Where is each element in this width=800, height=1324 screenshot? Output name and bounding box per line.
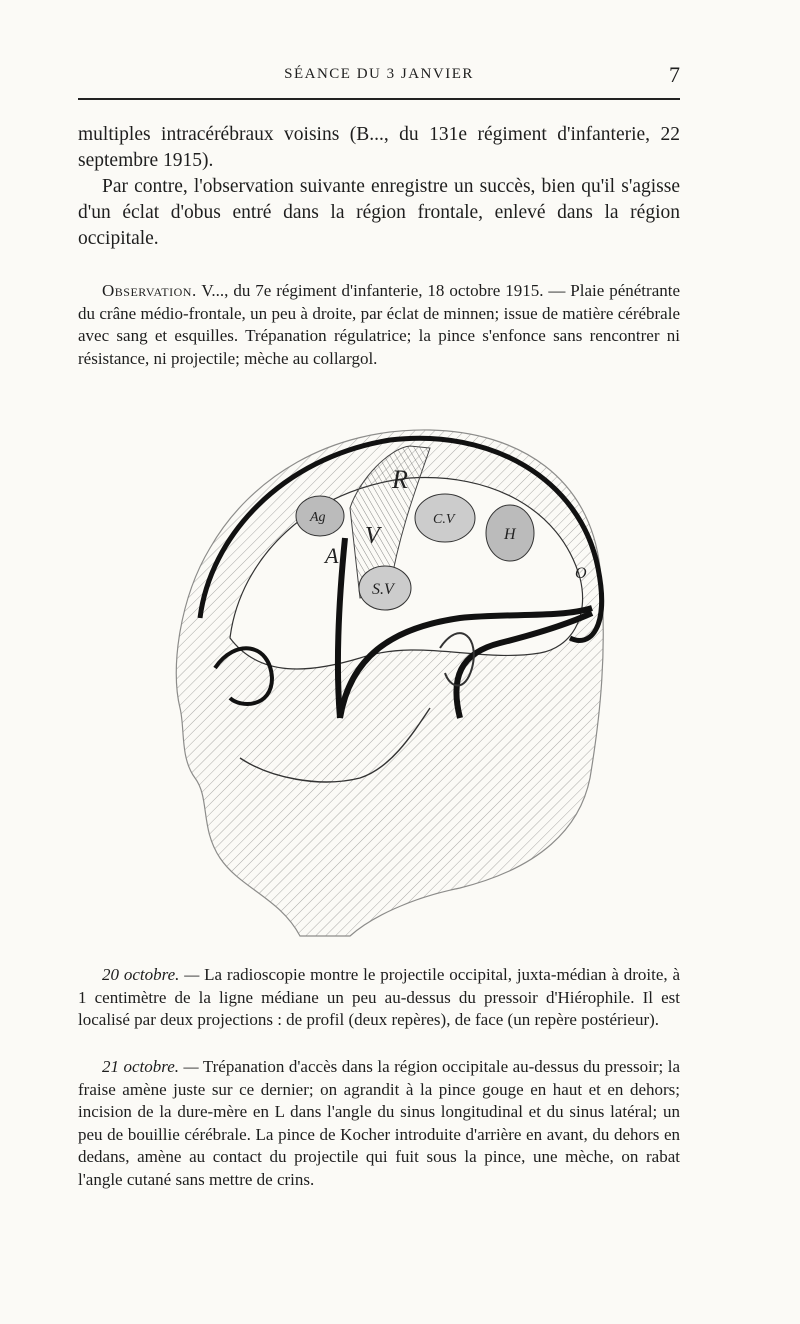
paragraph-success: Par contre, l'observation suivante enregistre un succès, bien qu'il s'agisse d'un éclat d'obus entré dans la région frontale, enlevé dans la région occipitale. <box>78 176 680 249</box>
observation-label: Observation. <box>102 281 197 300</box>
paragraph-continuation: multiples intracérébraux voisins (B..., du 131e régiment d'infanterie, 22 septembre 1915). <box>78 124 680 171</box>
head-diagram <box>160 418 620 938</box>
label-v: V <box>365 523 380 549</box>
entry-21-date: 21 octobre. — <box>102 1057 199 1076</box>
running-header <box>78 62 680 90</box>
label-a: A <box>325 543 339 568</box>
head-diagram-svg <box>160 418 620 938</box>
entry-21-text: Trépanation d'accès dans la région occipitale au-dessus du pressoir; la fraise amène juste sur ce dernier; on agrandit à la pince gouge en haut et en dehors; incision de la dure-mère en L dans l'angle du sinus longitudinal et du sinus latéral; un peu de bouillie cérébrale. La pince de Kocher introduite d'arrière en avant, du dehors en dedans, amène au contact du projectile qui fuit sous la pince, une mèche, on rabat l'angle cutané sans mettre de crins. <box>78 1057 680 1189</box>
running-title: SÉANCE DU 3 JANVIER <box>284 66 474 82</box>
page-number: 7 <box>669 62 680 87</box>
label-o: O <box>575 565 587 582</box>
label-r: R <box>392 465 408 494</box>
entry-20-octobre <box>78 964 680 1032</box>
header-rule <box>78 98 680 100</box>
observation-text: V..., du 7e régiment d'infanterie, 18 octobre 1915. — Plaie pénétrante du crâne médio-frontale, un peu à droite, par éclat de minnen; issue de matière cérébrale avec sang et esquilles. Trépanation régulatrice; la pince s'enfonce sans rencontrer ni résistance, ni projectile; mèche au collargol. <box>78 281 681 368</box>
label-cv: C.V <box>433 512 455 527</box>
label-sv: S.V <box>372 581 394 598</box>
entry-20-text: La radioscopie montre le projectile occipital, juxta-médian à droite, à 1 centimètre de la ligne médiane un peu au-dessus du pressoir d'Hiérophile. Il est localisé par deux projections : de profil (deux repères), de face (un repère postérieur). <box>78 965 680 1030</box>
label-h: H <box>504 526 516 543</box>
entry-21-octobre <box>78 1056 680 1192</box>
entry-20-date: 20 octobre. — <box>102 965 200 984</box>
observation-paragraph <box>78 280 680 370</box>
label-ag: Ag <box>310 510 326 525</box>
